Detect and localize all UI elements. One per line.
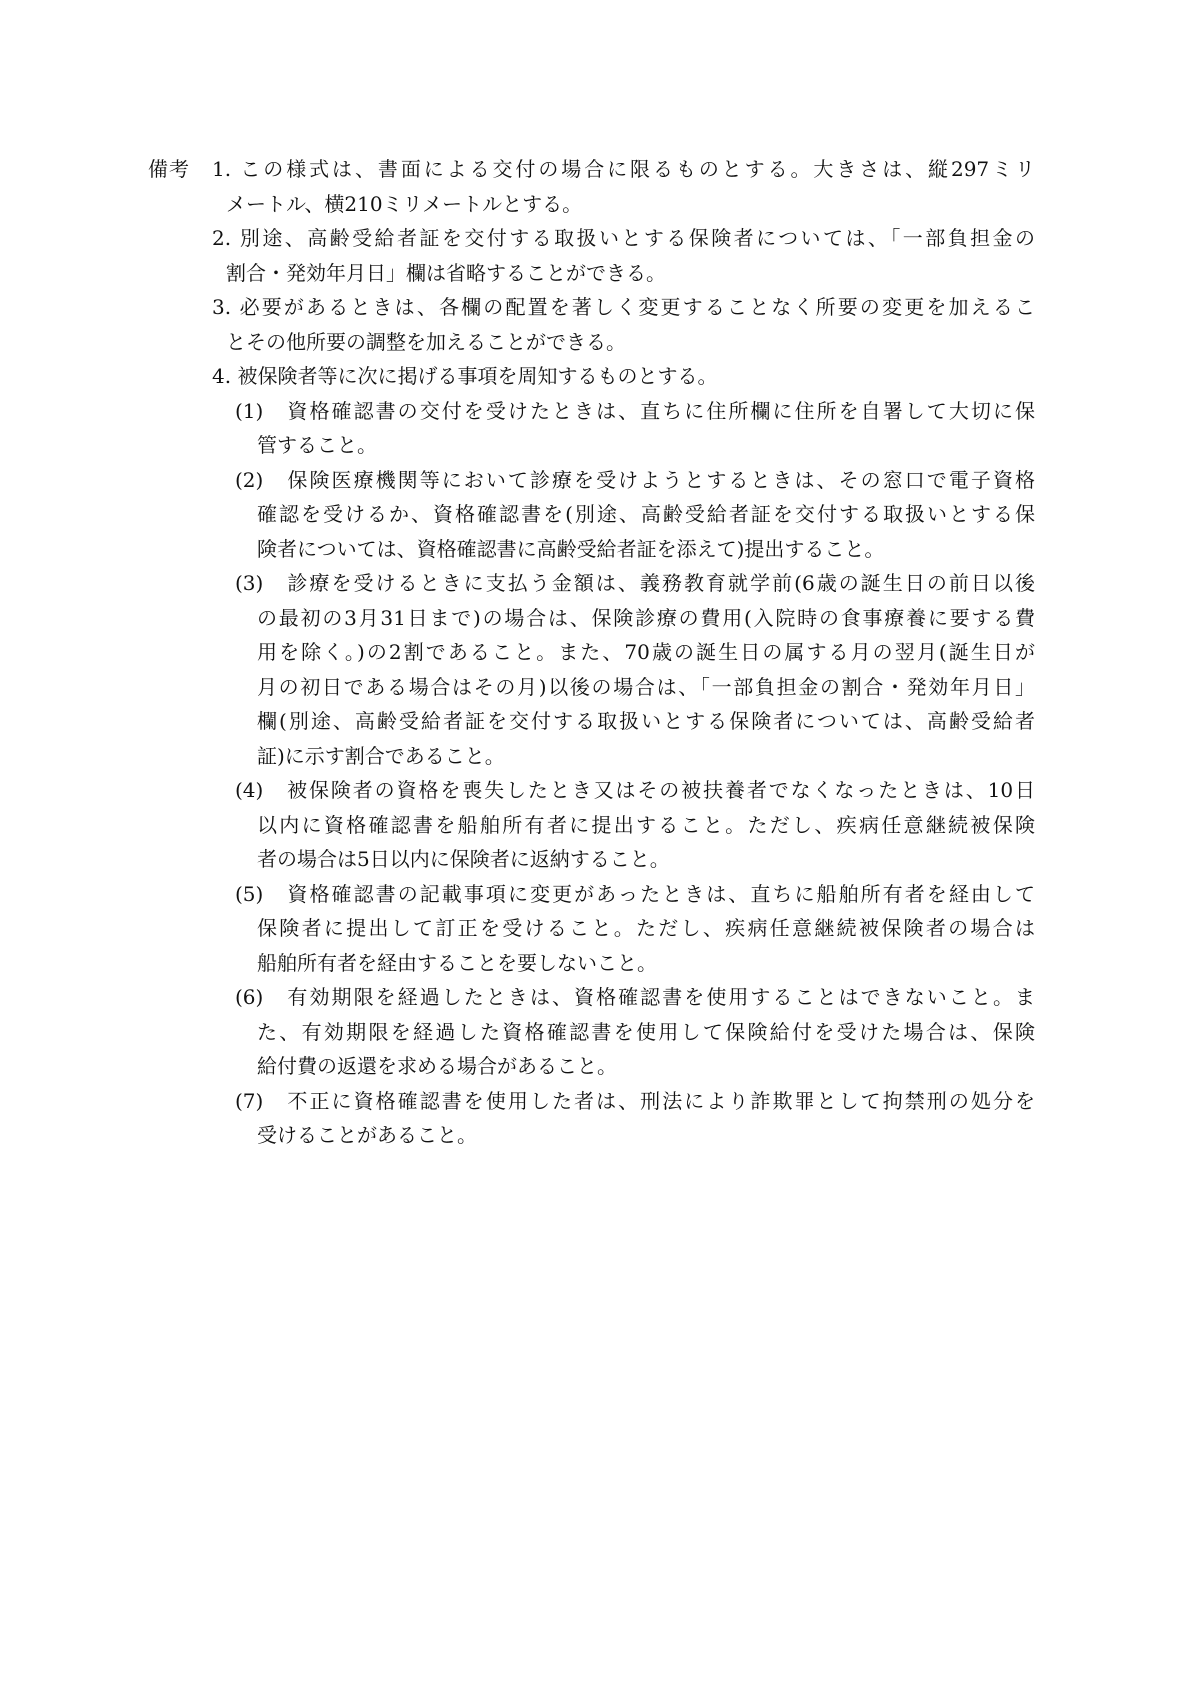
note-line: 2. 別途、高齢受給者証を交付する取扱いとする保険者については、「一部負担金の bbox=[212, 226, 1035, 250]
sub-item-line: (6) 有効期限を経過したときは、資格確認書を使用することはできないこと。ま bbox=[235, 985, 1035, 1009]
sub-item-line: 給付費の返還を求める場合があること。 bbox=[257, 1054, 617, 1078]
sub-item-line: (3) 診療を受けるときに支払う金額は、義務教育就学前(6歳の誕生日の前日以後 bbox=[235, 571, 1035, 595]
sub-item-1 bbox=[212, 394, 1035, 463]
sub-item-line: 受けることがあること。 bbox=[257, 1123, 477, 1147]
sub-item-line: (7) 不正に資格確認書を使用した者は、刑法により詐欺罪として拘禁刑の処分を bbox=[235, 1088, 1035, 1113]
sub-item-line: (1) 資格確認書の交付を受けたときは、直ちに住所欄に住所を自署して大切に保 bbox=[235, 398, 1035, 423]
sub-item-3 bbox=[212, 566, 1035, 773]
sub-item-line: 険者については、資格確認書に高齢受給者証を添えて)提出すること。 bbox=[257, 536, 885, 561]
note-line: メートル、横210ミリメートルとする。 bbox=[226, 191, 583, 216]
sub-item-4 bbox=[212, 773, 1035, 877]
sub-item-2 bbox=[212, 463, 1035, 567]
sub-item-line: (5) 資格確認書の記載事項に変更があったときは、直ちに船舶所有者を経由して bbox=[235, 881, 1035, 906]
sub-item-line: 以内に資格確認書を船舶所有者に提出すること。ただし、疾病任意継続被保険 bbox=[257, 812, 1035, 837]
sub-item-line: 欄(別途、高齢受給者証を交付する取扱いとする保険者については、高齢受給者 bbox=[257, 709, 1035, 733]
note-line: 3. 必要があるときは、各欄の配置を著しく変更することなく所要の変更を加えるこ bbox=[212, 295, 1035, 319]
sub-item-7 bbox=[212, 1084, 1035, 1153]
sub-item-line: た、有効期限を経過した資格確認書を使用して保険給付を受けた場合は、保険 bbox=[257, 1019, 1035, 1044]
sub-item-line: 船舶所有者を経由することを要しないこと。 bbox=[257, 950, 657, 975]
sub-item-line: 月の初日である場合はその月)以後の場合は、「一部負担金の割合・発効年月日」 bbox=[257, 674, 1035, 699]
sub-item-line: (4) 被保険者の資格を喪失したとき又はその被扶養者でなくなったときは、10日 bbox=[235, 778, 1035, 802]
note-1 bbox=[212, 152, 1035, 221]
sub-item-6 bbox=[212, 980, 1035, 1084]
sub-item-line: 者の場合は5日以内に保険者に返納すること。 bbox=[257, 847, 670, 871]
note-2 bbox=[212, 221, 1035, 290]
note-line: 1. この様式は、書面による交付の場合に限るものとする。大きさは、縦297ミリ bbox=[212, 157, 1035, 181]
note-line: とその他所要の調整を加えることができる。 bbox=[226, 329, 626, 354]
remarks-notes bbox=[212, 152, 1035, 1153]
sub-item-line: 管すること。 bbox=[257, 433, 377, 457]
note-line: 4. 被保険者等に次に掲げる事項を周知するものとする。 bbox=[212, 364, 718, 388]
sub-item-line: の最初の3月31日まで)の場合は、保険診療の費用(入院時の食事療養に要する費 bbox=[257, 605, 1035, 630]
sub-item-line: 保険者に提出して訂正を受けること。ただし、疾病任意継続被保険者の場合は bbox=[257, 916, 1035, 940]
remarks-label: 備考 bbox=[148, 157, 190, 181]
sub-item-line: 用を除く。)の2割であること。また、70歳の誕生日の属する月の翌月(誕生日が bbox=[257, 640, 1035, 664]
note-line: 割合・発効年月日」欄は省略することができる。 bbox=[226, 260, 666, 285]
sub-item-line: (2) 保険医療機関等において診療を受けようとするときは、その窓口で電子資格 bbox=[235, 467, 1035, 492]
note-3 bbox=[212, 290, 1035, 359]
sub-item-line: 証)に示す割合であること。 bbox=[257, 743, 505, 768]
note-4 bbox=[212, 359, 1035, 394]
sub-item-5 bbox=[212, 877, 1035, 981]
sub-item-line: 確認を受けるか、資格確認書を(別途、高齢受給者証を交付する取扱いとする保 bbox=[257, 502, 1035, 526]
